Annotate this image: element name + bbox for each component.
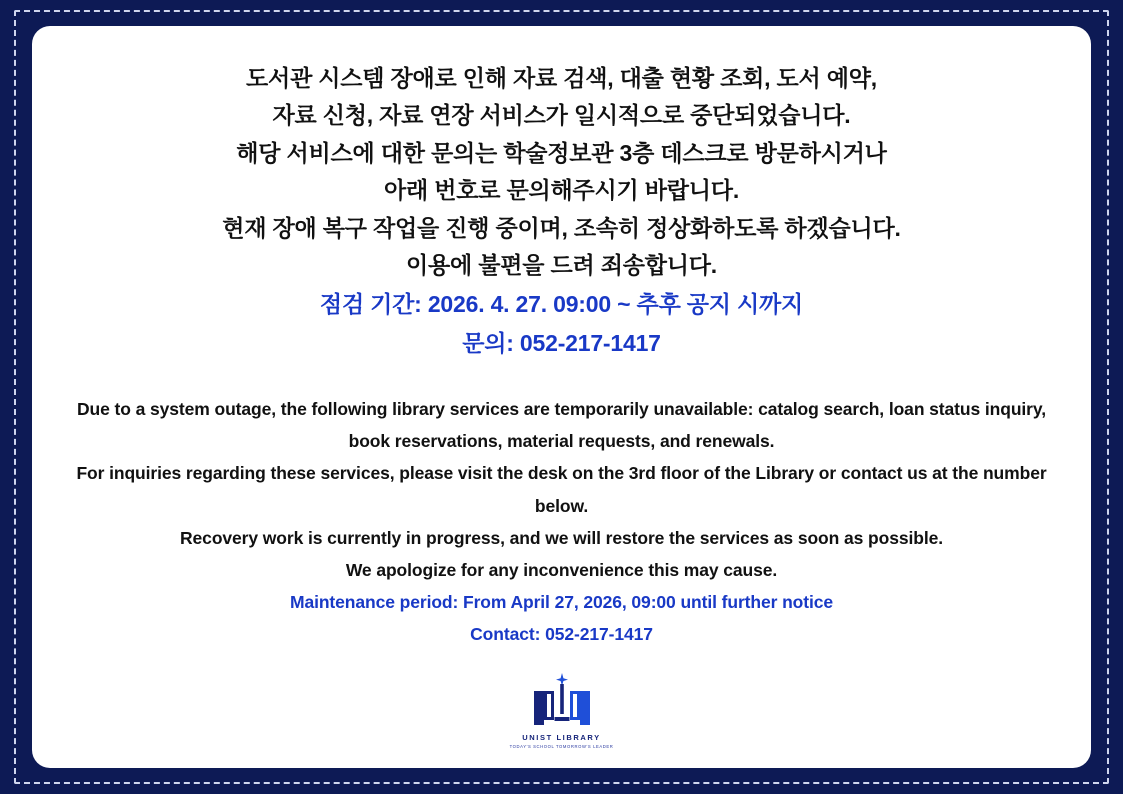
english-line: For inquiries regarding these services, please visit the desk on the 3rd floor of the Library or contact us at the number below. xyxy=(76,463,1047,516)
korean-line: 해당 서비스에 대한 문의는 학술정보관 3층 데스크로 방문하시거나 xyxy=(236,139,887,166)
english-maintenance-period: Maintenance period: From April 27, 2026, 09:00 until further notice xyxy=(289,592,834,613)
korean-contact: 문의: 052-217-1417 xyxy=(462,330,661,356)
logo-tagline: TODAY'S SCHOOL TOMORROW'S LEADER xyxy=(509,743,614,749)
korean-line: 이용에 불편을 드려 죄송합니다. xyxy=(406,252,717,279)
english-line: Recovery work is currently in progress, and we will restore the services as soon as possible. xyxy=(180,527,943,548)
library-book-icon xyxy=(524,673,600,731)
korean-line: 아래 번호로 문의해주시기 바랍니다. xyxy=(383,177,740,204)
korean-line: 자료 신청, 자료 연장 서비스가 일시적으로 중단되었습니다. xyxy=(272,102,851,129)
english-contact: Contact: 052-217-1417 xyxy=(470,624,653,645)
korean-maintenance-period: 점검 기간: 2026. 4. 27. 09:00 ~ 추후 공지 시까지 xyxy=(319,290,804,317)
english-line: We apologize for any inconvenience this may cause. xyxy=(345,560,778,581)
unist-library-logo xyxy=(510,673,614,750)
notice-card xyxy=(32,26,1091,768)
english-line: Due to a system outage, the following library services are temporarily unavailable: catalog search, loan status inquiry, book reservations, material requests, and renewals. xyxy=(77,399,1046,452)
logo-wordmark: UNIST LIBRARY xyxy=(522,732,601,742)
korean-line: 도서관 시스템 장애로 인해 자료 검색, 대출 현황 조회, 도서 예약, xyxy=(246,65,877,91)
english-notice-block xyxy=(54,393,1069,651)
korean-line: 현재 장애 복구 작업을 진행 중이며, 조속히 정상화하도록 하겠습니다. xyxy=(222,214,901,241)
korean-notice-block xyxy=(60,60,1063,363)
